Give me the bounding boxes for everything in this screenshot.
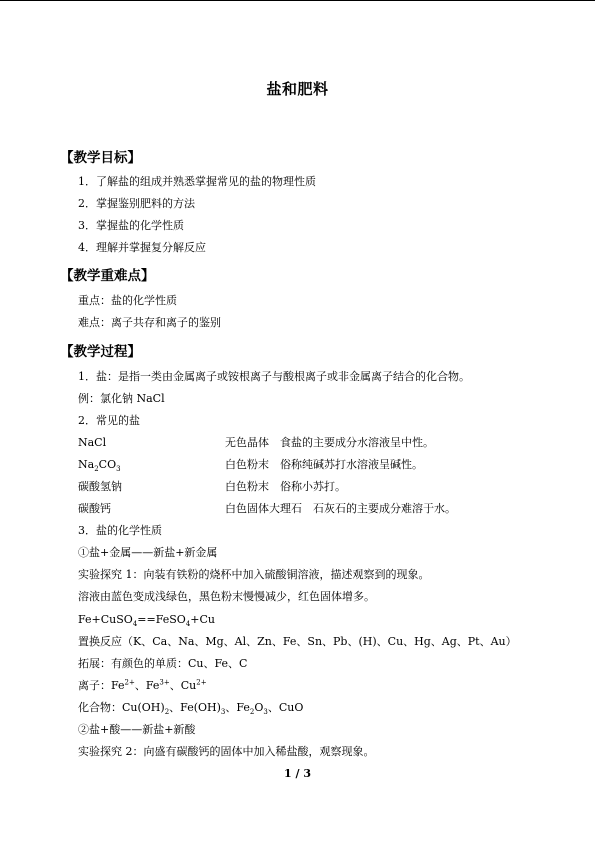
salt-desc: 白色固体大理石 石灰石的主要成分难溶于水。 — [225, 502, 456, 515]
salt-desc: 白色粉末 俗称纯碱苏打水溶液呈碱性。 — [225, 458, 423, 471]
salt-desc: 白色粉末 俗称小苏打。 — [225, 480, 346, 493]
paragraph: 实验探究 1：向装有铁粉的烧杯中加入硫酸铜溶液，描述观察到的现象。 — [78, 568, 430, 581]
ions-line: 离子：$Fe^{2+}$、$Fe^{3+}$、$Cu^{2+}$ — [78, 678, 207, 692]
salt-row — [78, 436, 434, 450]
salt-name: NaCl — [78, 436, 107, 449]
goal-item: 3．掌握盐的化学性质 — [78, 219, 184, 232]
top-rule — [0, 0, 595, 1]
goal-item: 1．了解盐的组成并熟悉掌握常见的盐的物理性质 — [78, 175, 316, 188]
salt-row — [78, 480, 346, 494]
chemical-equation: Fe+CuSO$_4$==FeSO$_4$+Cu — [78, 613, 215, 629]
paragraph: ②盐+酸——新盐+新酸 — [78, 723, 196, 736]
paragraph: 拓展：有颜色的单质：Cu、Fe、C — [78, 657, 248, 670]
section-heading-goals: 【教学目标】 — [60, 150, 141, 166]
paragraph: 例：氯化钠 NaCl — [78, 392, 165, 405]
keypoint-item: 难点：离子共存和离子的鉴别 — [78, 316, 221, 329]
paragraph: ①盐+金属——新盐+新金属 — [78, 546, 218, 559]
paragraph: 3．盐的化学性质 — [78, 524, 162, 537]
salt-row — [78, 502, 456, 516]
salt-name: $Na_2CO_3$ — [78, 458, 121, 474]
section-heading-process: 【教学过程】 — [60, 344, 141, 360]
paragraph: 1．盐：是指一类由金属离子或铵根离子与酸根离子或非金属离子结合的化合物。 — [78, 370, 470, 383]
section-heading-keypoints: 【教学重难点】 — [60, 268, 155, 284]
page-number: 1 / 3 — [284, 767, 311, 780]
compounds-line: 化合物：$Cu(OH)_2$、$Fe(OH)_3$、$Fe_2O_3$、CuO — [78, 701, 304, 717]
goal-item: 4．理解并掌握复分解反应 — [78, 241, 206, 254]
paragraph: 置换反应（K、Ca、Na、Mg、Al、Zn、Fe、Sn、Pb、(H)、Cu、Hg、Ag、Pt、Au） — [78, 635, 517, 648]
salt-name: 碳酸钙 — [78, 502, 111, 515]
page-title: 盐和肥料 — [266, 80, 329, 98]
salt-name: 碳酸氢钠 — [78, 480, 122, 493]
salt-desc: 无色晶体 食盐的主要成分水溶液呈中性。 — [225, 436, 434, 449]
paragraph: 实验探究 2：向盛有碳酸钙的固体中加入稀盐酸，观察现象。 — [78, 745, 375, 758]
keypoint-item: 重点：盐的化学性质 — [78, 294, 177, 307]
paragraph: 2．常见的盐 — [78, 414, 140, 427]
goal-item: 2．掌握鉴别肥料的方法 — [78, 197, 195, 210]
paragraph: 溶液由蓝色变成浅绿色，黑色粉末慢慢减少，红色固体增多。 — [78, 590, 375, 603]
salt-row — [78, 458, 423, 474]
